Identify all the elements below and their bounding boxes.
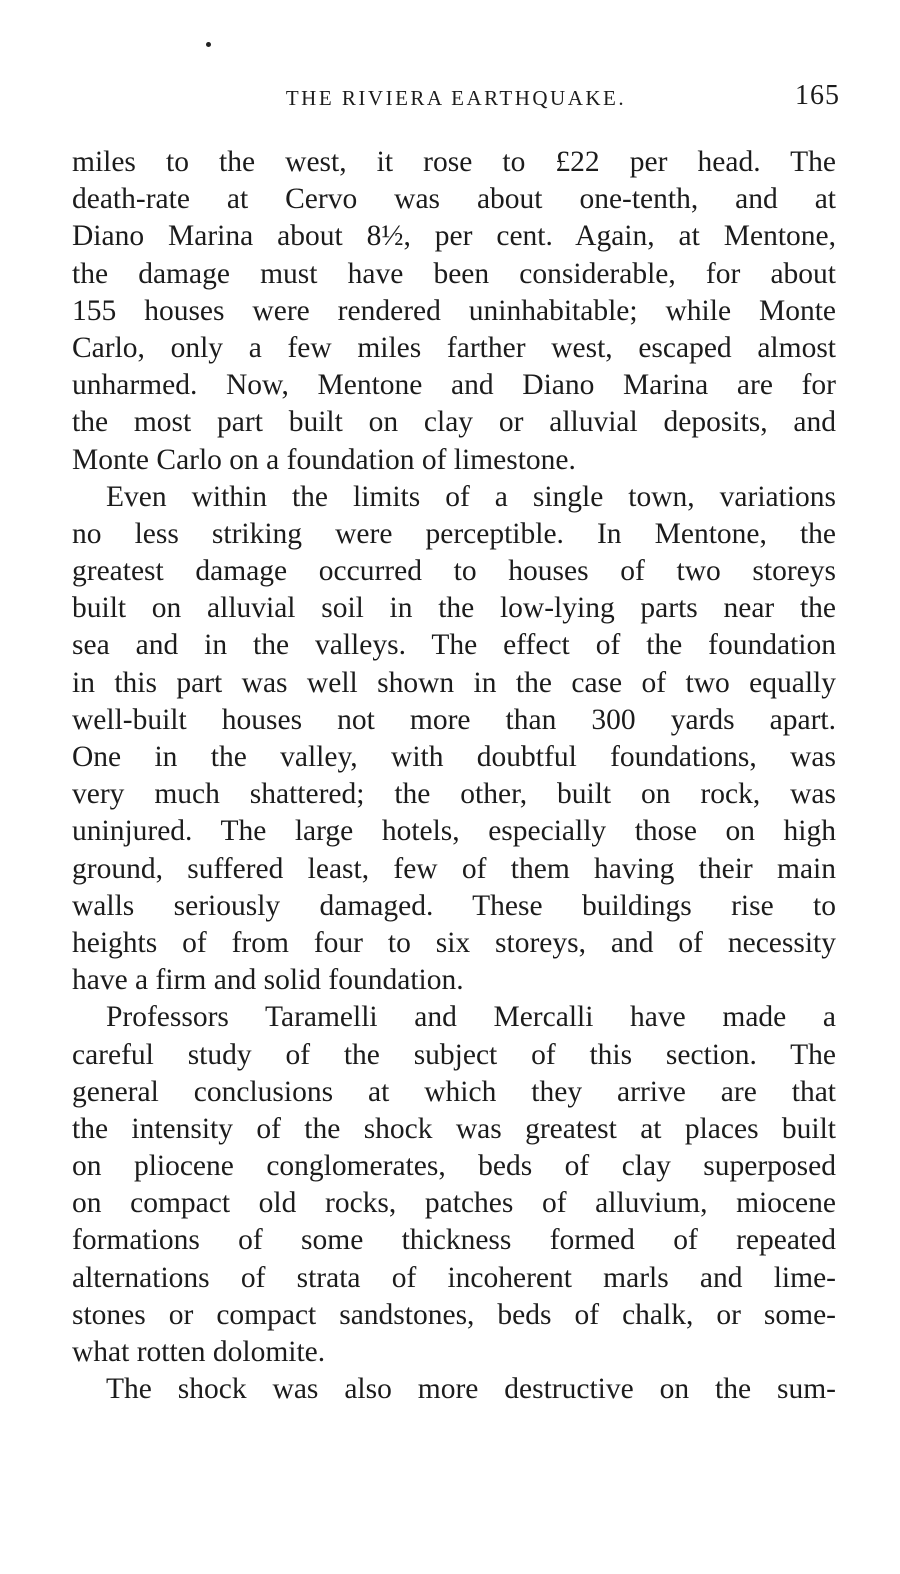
running-header bbox=[72, 80, 840, 114]
text-line: Diano Marina about 8½, per cent. Again, at Mentone, bbox=[72, 220, 836, 253]
text-line: Professors Taramelli and Mercalli have made a bbox=[106, 1001, 836, 1034]
text-line: well-built houses not more than 300 yards apart. bbox=[72, 703, 836, 736]
text-line: Even within the limits of a single town, variations bbox=[106, 480, 836, 513]
text-line: death-rate at Cervo was about one-tenth, and at bbox=[72, 183, 836, 216]
text-line: on pliocene conglomerates, beds of clay superposed bbox=[72, 1150, 836, 1183]
text-line: miles to the west, it rose to £22 per head. The bbox=[72, 146, 836, 178]
text-line: 155 houses were rendered uninhabitable; while Monte bbox=[72, 294, 836, 327]
text-line: careful study of the subject of this section. The bbox=[72, 1038, 836, 1071]
text-line: Monte Carlo on a foundation of limestone. bbox=[72, 443, 576, 476]
text-line: ground, suffered least, few of them having their main bbox=[72, 852, 836, 885]
text-line: on compact old rocks, patches of alluvium, miocene bbox=[72, 1187, 836, 1220]
text-line: what rotten dolomite. bbox=[72, 1336, 326, 1368]
text-line: built on alluvial soil in the low-lying parts near the bbox=[72, 592, 836, 625]
text-line: unharmed. Now, Mentone and Diano Marina are for bbox=[72, 369, 836, 402]
text-line: sea and in the valleys. The effect of the foundation bbox=[72, 629, 836, 662]
page-number: 165 bbox=[795, 80, 840, 111]
text-line: the intensity of the shock was greatest at places built bbox=[72, 1112, 836, 1145]
text-line: The shock was also more destructive on the sum- bbox=[106, 1373, 836, 1406]
text-line: heights of from four to six storeys, and of necessity bbox=[72, 926, 836, 959]
text-line: greatest damage occurred to houses of two storeys bbox=[72, 555, 836, 588]
text-line: formations of some thickness formed of repeated bbox=[72, 1224, 836, 1257]
text-line: One in the valley, with doubtful foundations, was bbox=[72, 741, 836, 773]
text-line: general conclusions at which they arrive are that bbox=[72, 1075, 836, 1108]
text-line: walls seriously damaged. These buildings rise to bbox=[72, 889, 836, 922]
text-line: stones or compact sandstones, beds of chalk, or some- bbox=[72, 1298, 836, 1331]
paragraph-4 bbox=[72, 1371, 836, 1408]
text-line: Carlo, only a few miles farther west, escaped almost bbox=[72, 331, 836, 364]
text-line: very much shattered; the other, built on rock, was bbox=[72, 778, 836, 811]
text-line: the most part built on clay or alluvial deposits, and bbox=[72, 406, 836, 439]
running-title: THE RIVIERA EARTHQUAKE. bbox=[285, 86, 627, 110]
text-line: uninjured. The large hotels, especially those on high bbox=[72, 815, 836, 848]
text-line: the damage must have been considerable, for about bbox=[72, 257, 836, 290]
text-line: in this part was well shown in the case of two equally bbox=[72, 666, 836, 699]
text-line: alternations of strata of incoherent marls and lime- bbox=[72, 1261, 836, 1294]
paragraph-2 bbox=[72, 479, 836, 1000]
paragraph-3 bbox=[72, 999, 836, 1371]
text-line: no less striking were perceptible. In Mentone, the bbox=[72, 517, 836, 550]
paragraph-1 bbox=[72, 144, 836, 479]
text-line: have a firm and solid foundation. bbox=[72, 964, 464, 997]
ink-speck bbox=[206, 42, 211, 47]
body-text bbox=[72, 144, 836, 1408]
